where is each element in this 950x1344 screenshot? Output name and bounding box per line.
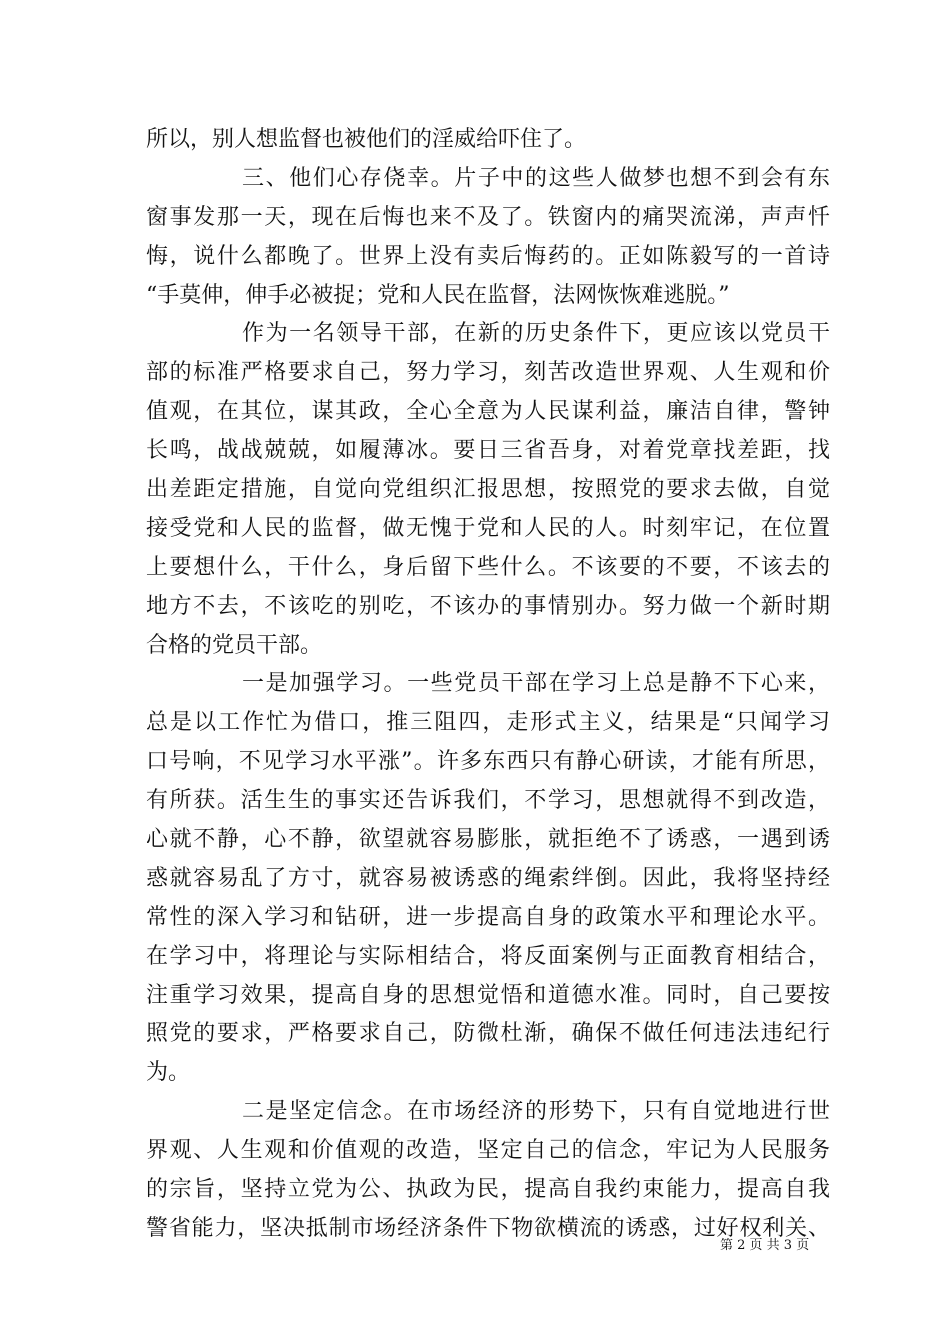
text-line: “手莫伸，伸手必被捉；党和人民在监督，法网恢恢难逃脱。” <box>146 282 730 308</box>
text-line: 在学习中，将理论与实际相结合，将反面案例与正面教育相结合， <box>146 943 830 969</box>
text-line: 惑就容易乱了方寸，就容易被诱惑的绳索绊倒。因此，我将坚持经 <box>146 865 830 891</box>
text-line: 合格的党员干部。 <box>146 632 323 658</box>
text-line: 有所获。活生生的事实还告诉我们，不学习，思想就得不到改造， <box>146 788 830 814</box>
text-line: 的宗旨，坚持立党为公、执政为民，提高自我约束能力，提高自我 <box>146 1177 830 1203</box>
paragraph <box>146 121 830 160</box>
paragraph <box>146 665 830 1093</box>
text-line: 为。 <box>146 1060 191 1086</box>
text-line: 一是加强学习。一些党员干部在学习上总是静不下心来， <box>242 671 830 697</box>
text-line: 界观、人生观和价值观的改造，坚定自己的信念，牢记为人民服务 <box>146 1138 830 1164</box>
text-line: 二是坚定信念。在市场经济的形势下，只有自觉地进行世 <box>242 1099 830 1125</box>
text-line: 作为一名领导干部，在新的历史条件下，更应该以党员干 <box>242 321 830 347</box>
text-line: 上要想什么，干什么，身后留下些什么。不该要的不要，不该去的 <box>146 554 830 580</box>
paragraph <box>146 315 830 665</box>
page-footer: 第 2 页 共 3 页 <box>720 1238 810 1253</box>
text-line: 出差距定措施，自觉向党组织汇报思想，按照党的要求去做，自觉 <box>146 477 830 503</box>
text-line: 地方不去，不该吃的别吃，不该办的事情别办。努力做一个新时期 <box>146 593 830 619</box>
text-line: 常性的深入学习和钻研，进一步提高自身的政策水平和理论水平。 <box>146 904 830 930</box>
paragraph <box>146 160 830 316</box>
text-line: 总是以工作忙为借口，推三阻四，走形式主义，结果是“只闻学习 <box>146 710 830 736</box>
text-line: 部的标准严格要求自己，努力学习，刻苦改造世界观、人生观和价 <box>146 360 830 386</box>
text-line: 心就不静，心不静，欲望就容易膨胀，就拒绝不了诱惑，一遇到诱 <box>146 827 830 853</box>
text-line: 值观，在其位，谋其政，全心全意为人民谋利益，廉洁自律，警钟 <box>146 399 830 425</box>
text-line: 悔，说什么都晚了。世界上没有卖后悔药的。正如陈毅写的一首诗 <box>146 243 830 269</box>
text-line: 警省能力，坚决抵制市场经济条件下物欲横流的诱惑，过好权利关、 <box>146 1215 830 1241</box>
text-line: 所以，别人想监督也被他们的淫威给吓住了。 <box>146 127 587 152</box>
text-line: 长鸣，战战兢兢，如履薄冰。要日三省吾身，对着党章找差距，找 <box>146 438 830 464</box>
text-line: 注重学习效果，提高自身的思想觉悟和道德水准。同时，自己要按 <box>146 982 830 1008</box>
text-line: 照党的要求，严格要求自己，防微杜渐，确保不做任何违法违纪行 <box>146 1021 830 1047</box>
text-line: 三、他们心存侥幸。片子中的这些人做梦也想不到会有东 <box>242 165 830 191</box>
text-line: 口号响，不见学习水平涨”。许多东西只有静心研读，才能有所思， <box>146 749 830 775</box>
text-line: 接受党和人民的监督，做无愧于党和人民的人。时刻牢记，在位置 <box>146 515 830 541</box>
paragraph <box>146 1093 830 1249</box>
body-text <box>146 121 830 1249</box>
text-line: 窗事发那一天，现在后悔也来不及了。铁窗内的痛哭流涕，声声忏 <box>146 204 830 230</box>
